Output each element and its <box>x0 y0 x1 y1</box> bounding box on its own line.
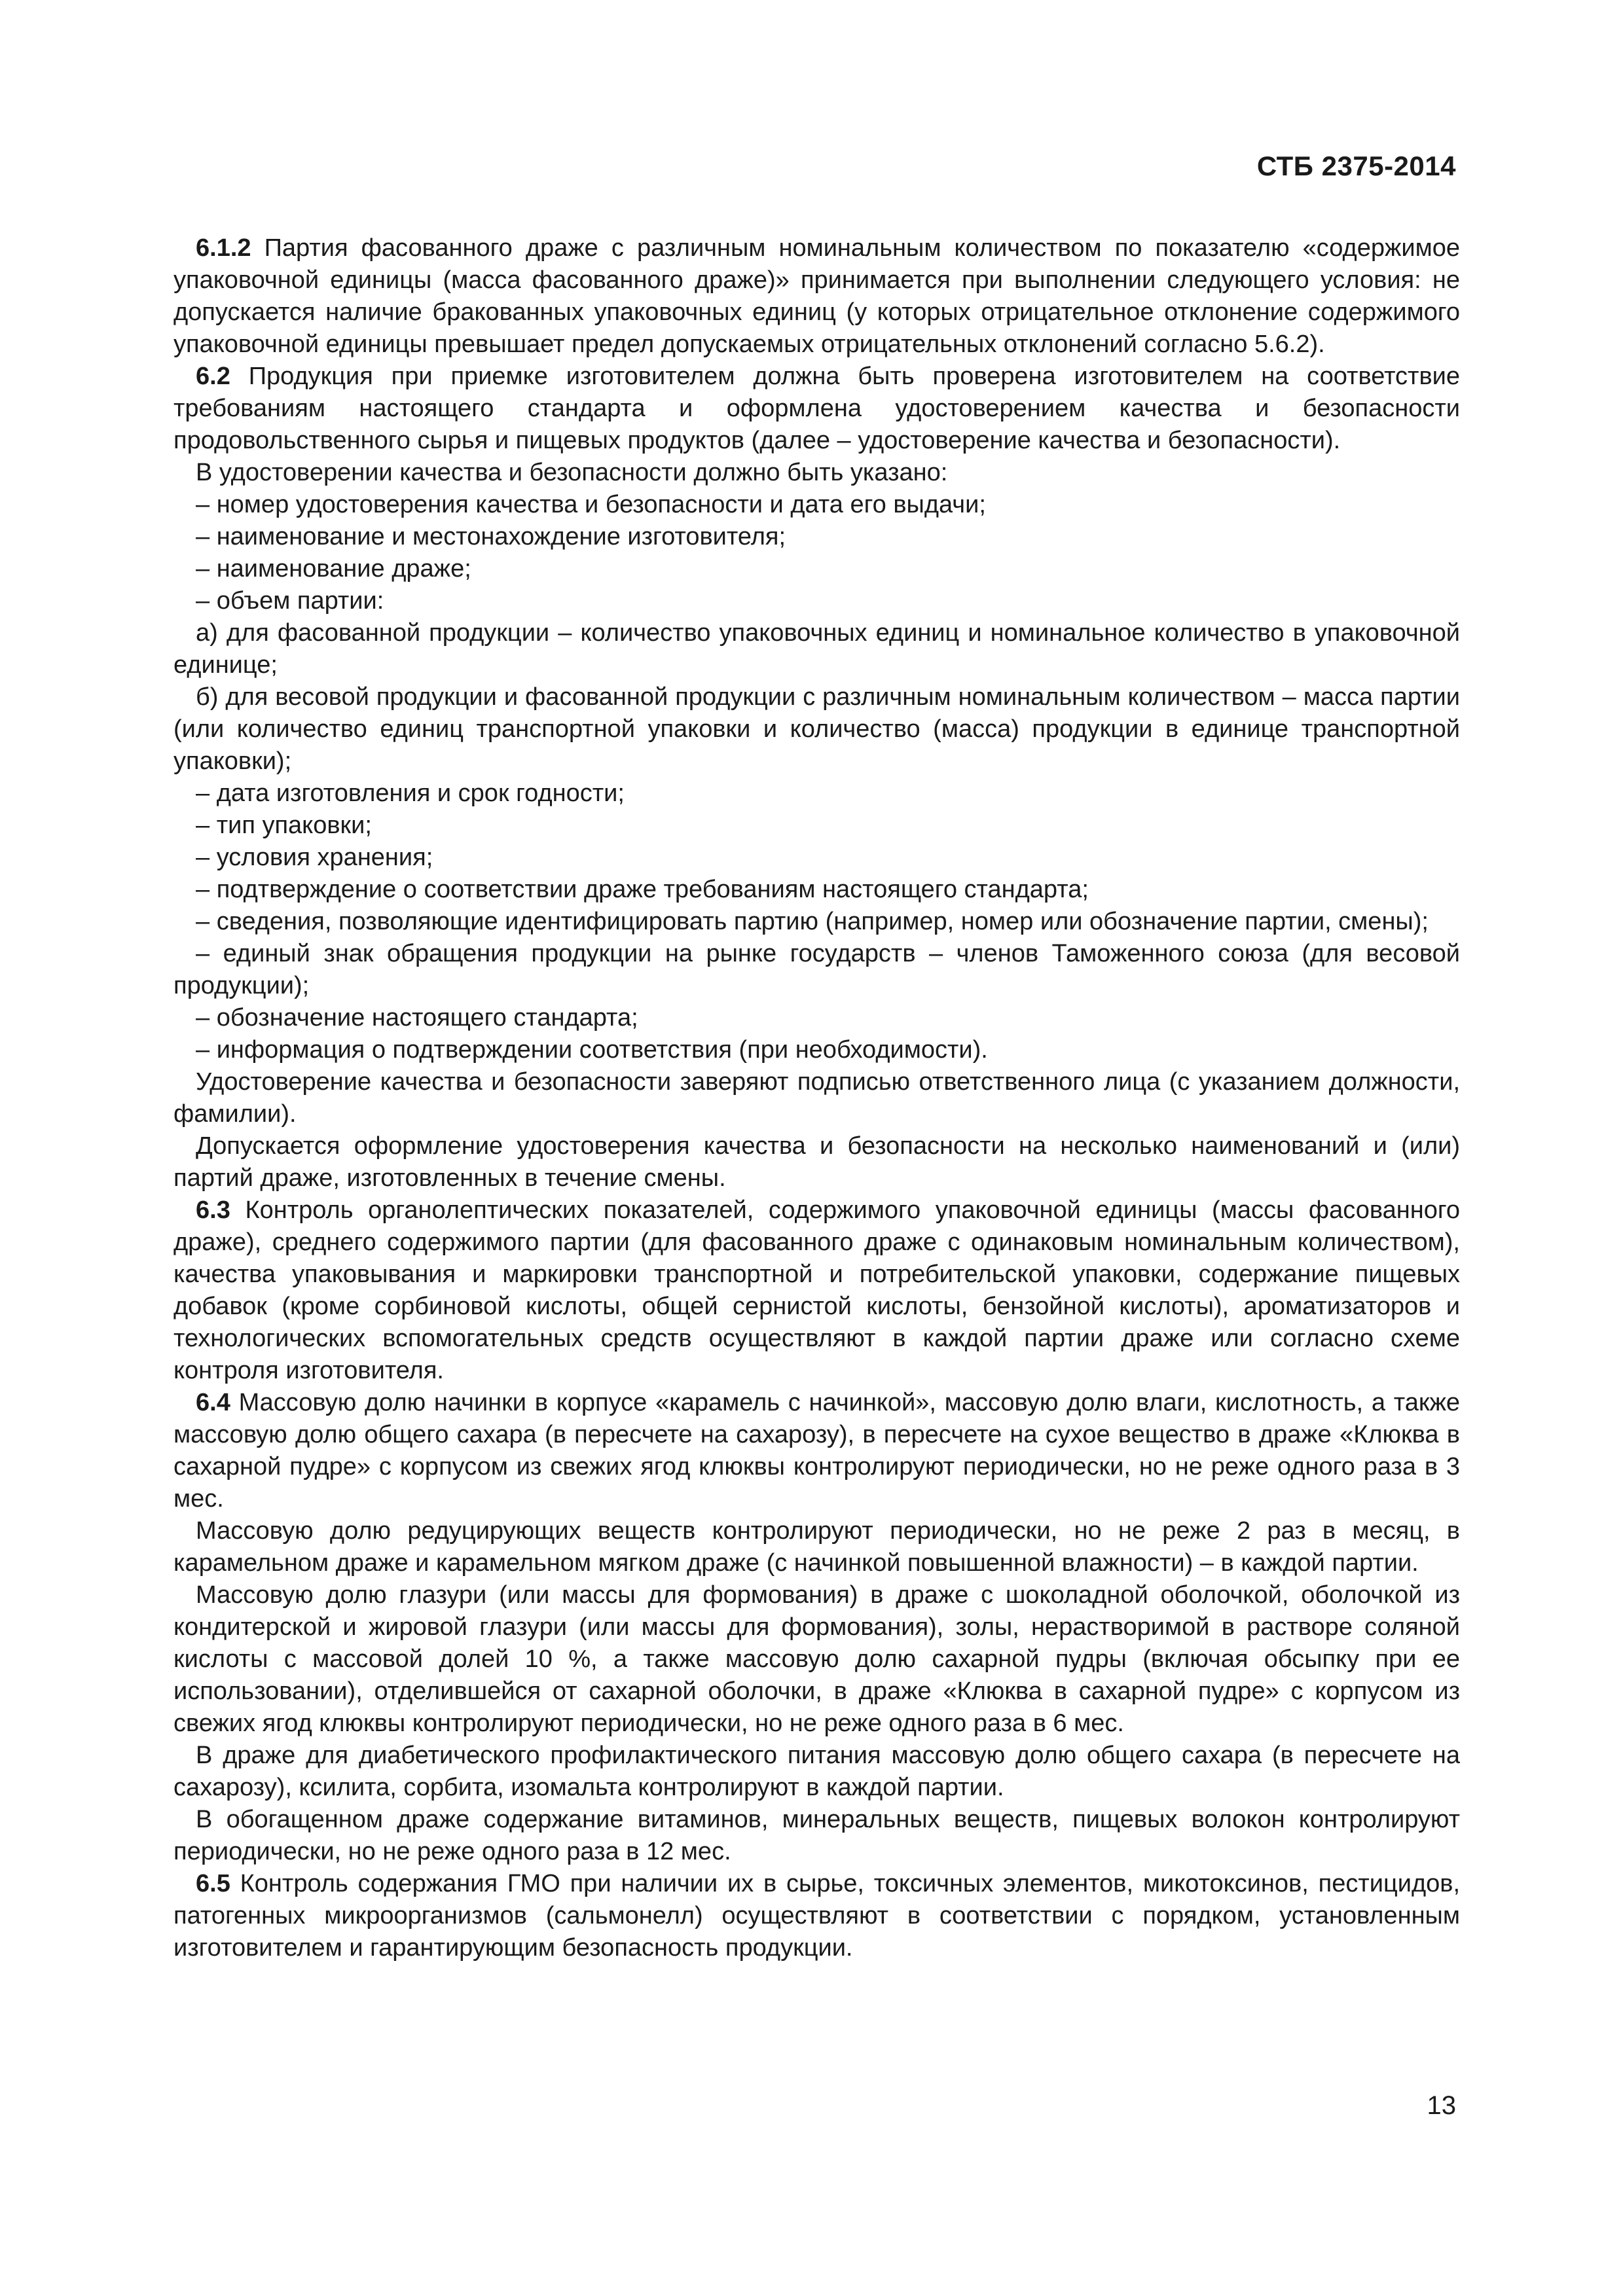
document-body <box>173 232 1460 1964</box>
clause-number: 6.3 <box>196 1196 230 1224</box>
paragraph: В удостоверении качества и безопасности должно быть указано: <box>196 459 948 486</box>
list-item: – номер удостоверения качества и безопасности и дата его выдачи; <box>196 491 986 518</box>
list-item: – единый знак обращения продукции на рынке государств – членов Таможенного союза (для весовой продукции); <box>173 940 1460 999</box>
clause-text: Массовую долю начинки в корпусе «карамель с начинкой», массовую долю влаги, кислотность, а также массовую долю общего сахара (в пересчете на сахарозу), в пересчете на сухое вещество в драже «Клюква в сахарной пудре» с корпусом из свежих ягод клюквы контролируют периодически, но не реже одного раза в 3 мес. <box>173 1389 1461 1513</box>
clause-number: 6.5 <box>196 1870 230 1897</box>
list-item: б) для весовой продукции и фасованной продукции с различным номинальным количеством – масса партии (или количество единиц транспортной упаковки и количество (масса) продукции в единице транспортной упаковки); <box>173 683 1460 775</box>
list-item: – информация о подтверждении соответствия (при необходимости). <box>196 1036 988 1064</box>
list-item: – сведения, позволяющие идентифицировать партию (например, номер или обозначение партии, смены); <box>196 908 1429 935</box>
paragraph: Массовую долю глазури (или массы для формования) в драже с шоколадной оболочкой, оболочкой из кондитерской и жировой глазури (или массы для формования), золы, нерастворимой в растворе соляной кислоты с массовой долей 10 %, а также массовую долю сахарной пудры (включая обсыпку при ее использовании), отделившейся от сахарной оболочки, в драже «Клюква в сахарной пудре» с корпусом из свежих ягод клюквы контролируют периодически, но не реже одного раза в 6 мес. <box>173 1581 1460 1737</box>
clause-number: 6.2 <box>196 363 230 390</box>
clause-number: 6.1.2 <box>196 234 251 262</box>
list-item: а) для фасованной продукции – количество упаковочных единиц и номинальное количество в упаковочной единице; <box>173 619 1460 679</box>
list-item: – дата изготовления и срок годности; <box>196 780 625 807</box>
list-item: – подтверждение о соответствии драже требованиям настоящего стандарта; <box>196 876 1089 903</box>
clause-6-2 <box>173 361 1460 457</box>
paragraph: Удостоверение качества и безопасности заверяют подписью ответственного лица (с указанием должности, фамилии). <box>173 1068 1460 1128</box>
clause-number: 6.4 <box>196 1389 230 1416</box>
clause-6-5 <box>173 1868 1460 1964</box>
clause-text: Контроль содержания ГМО при наличии их в сырье, токсичных элементов, микотоксинов, пестицидов, патогенных микроорганизмов (сальмонелл) осуществляют в соответствии с порядком, установленным изготовителем и гарантирующим безопасность продукции. <box>173 1870 1461 1962</box>
paragraph: Массовую долю редуцирующих веществ контролируют периодически, но не реже 2 раз в месяц, в карамельном драже и карамельном мягком драже (с начинкой повышенной влажности) – в каждой партии. <box>173 1517 1460 1577</box>
clause-text: Продукция при приемке изготовителем должна быть проверена изготовителем на соответствие требованиям настоящего стандарта и оформлена удостоверением качества и безопасности продовольственного сырья и пищевых продуктов (далее – удостоверение качества и безопасности). <box>173 363 1461 454</box>
list-item: – объем партии: <box>196 587 384 615</box>
paragraph: В обогащенном драже содержание витаминов, минеральных веществ, пищевых волокон контролируют периодически, но не реже одного раза в 12 мес. <box>173 1806 1460 1865</box>
list-item: – обозначение настоящего стандарта; <box>196 1004 638 1031</box>
page-number: 13 <box>1427 2091 1456 2120</box>
clause-text: Партия фасованного драже с различным номинальным количеством по показателю «содержимое упаковочной единицы (масса фасованного драже)» принимается при выполнении следующего условия: не допускается наличие бракованных упаковочных единиц (у которых отрицательное отклонение содержимого упаковочной единицы превышает предел допускаемых отрицательных отклонений согласно 5.6.2). <box>173 234 1460 358</box>
clause-6-3 <box>173 1194 1460 1387</box>
list-item: – наименование драже; <box>196 555 471 583</box>
list-item: – условия хранения; <box>196 844 433 871</box>
document-code: СТБ 2375-2014 <box>1256 151 1456 181</box>
clause-6-1-2 <box>173 232 1460 361</box>
list-item: – наименование и местонахождение изготовителя; <box>196 523 786 550</box>
paragraph: Допускается оформление удостоверения качества и безопасности на несколько наименований и (или) партий драже, изготовленных в течение смены. <box>173 1132 1460 1192</box>
list-item: – тип упаковки; <box>196 812 372 839</box>
paragraph: В драже для диабетического профилактического питания массовую долю общего сахара (в пересчете на сахарозу), ксилита, сорбита, изомальта контролируют в каждой партии. <box>173 1742 1460 1801</box>
clause-text: Контроль органолептических показателей, содержимого упаковочной единицы (массы фасованного драже), среднего содержимого партии (для фасованного драже с одинаковым номинальным количеством), качества упаковывания и маркировки транспортной и потребительской упаковки, содержание пищевых добавок (кроме сорбиновой кислоты, общей сернистой кислоты, бензойной кислоты), ароматизаторов и технологических вспомогательных средств осуществляют в каждой партии драже или согласно схеме контроля изготовителя. <box>173 1196 1460 1384</box>
clause-6-4 <box>173 1387 1460 1515</box>
